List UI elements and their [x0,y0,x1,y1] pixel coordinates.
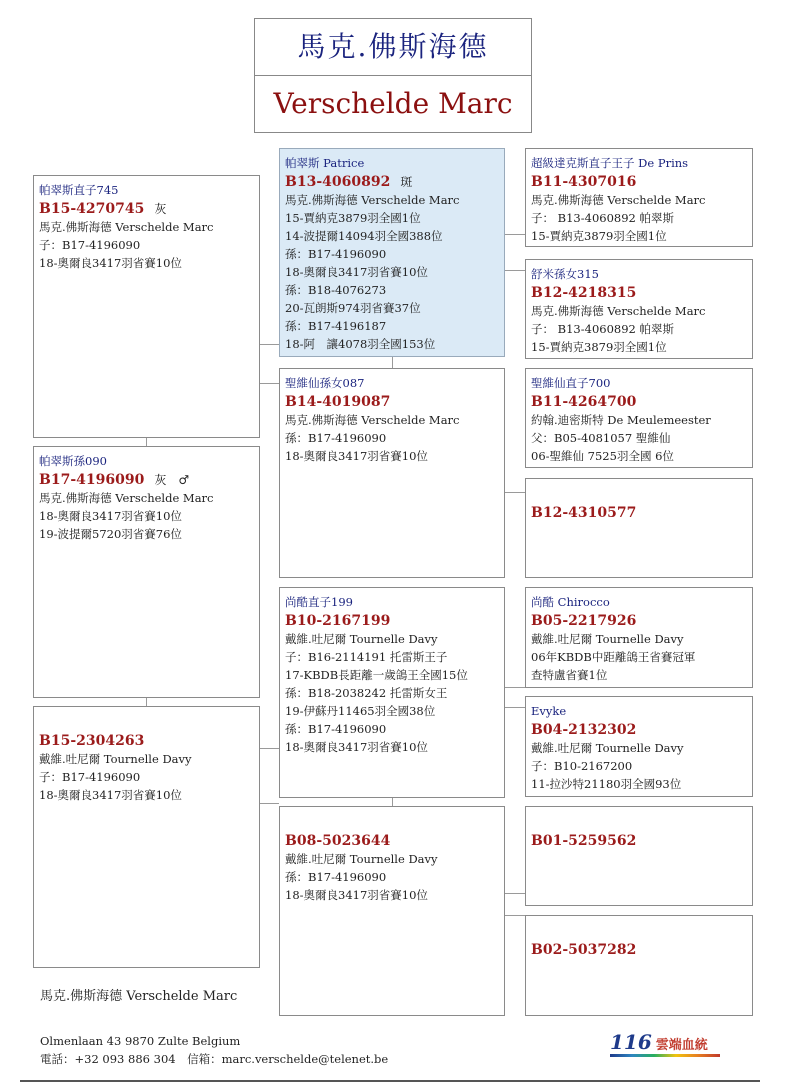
info-line: 20-瓦朗斯974羽省賽37位 [285,301,421,315]
owner-name-english: Verschelde Marc [273,87,513,120]
info-line: 父：B05-4081057 聖維仙 [531,431,671,445]
connector [504,492,525,493]
bird-color: 斑 [400,175,413,189]
info-line: 孫：B18-4076273 [285,283,387,297]
info-line: 子：B17-4196090 [39,770,141,784]
info-line: 06年KBDB中距離鴿王省賽冠軍 [531,650,696,664]
ring-number: B05-2217926 [531,613,637,629]
ring-number: B15-2304263 [39,733,145,749]
pedigree-card-g3-7 [525,806,753,906]
connector [146,697,147,706]
pedigree-card-g3-4 [525,478,753,578]
info-line: 17-KBDB長距離一歲鴿王全國15位 [285,668,468,682]
pedigree-card-sire-sire [279,148,505,357]
bird-color: 灰 ♂ [154,473,190,487]
bottom-rule [20,1080,760,1082]
bird-color: 灰 [154,202,167,216]
bird-name: 超級達克斯直子王子 De Prins [531,156,689,170]
pedigree-card-g3-1 [525,148,753,247]
pedigree-card-sire-dam [279,368,505,578]
ring-number: B01-5259562 [531,833,637,849]
pedigree-card-g3-6 [525,696,753,797]
address-line: Olmenlaan 43 9870 Zulte Belgium [40,1034,241,1048]
info-line: 孫：B17-4196090 [285,247,387,261]
info-line: 子： B13-4060892 帕翠斯 [531,211,674,225]
info-line: 馬克.佛斯海德 Verschelde Marc [285,193,460,207]
info-line: 18-奧爾良3417羽省賽10位 [285,265,428,279]
bird-name: 舒米孫女315 [531,267,599,281]
info-line: 孫：B17-4196090 [285,722,387,736]
connector [504,707,525,708]
connector [504,915,525,916]
bird-name: 尚酷 Chirocco [531,595,610,609]
pedigree-card-g3-8 [525,915,753,1016]
bird-name: Evyke [531,704,567,718]
connector [392,356,393,368]
pedigree-card-dam-sire [279,587,505,798]
info-line: 15-賈納克3879羽全國1位 [531,229,667,243]
contact-footer [40,1032,388,1068]
info-line: 子：B17-4196090 [39,238,141,252]
contact-line: 電話：+32 093 886 304 信箱：marc.verschelde@telenet.be [40,1052,389,1066]
info-line: 戴維.吐尼爾 Tournelle Davy [531,632,684,646]
connector [259,383,279,384]
info-line: 19-伊蘇丹11465羽全國38位 [285,704,436,718]
info-line: 馬克.佛斯海德 Verschelde Marc [531,193,706,207]
info-line: 查特盧省賽1位 [531,668,608,682]
ring-number: B10-2167199 [285,613,391,629]
info-line: 馬克.佛斯海德 Verschelde Marc [531,304,706,318]
bird-name: 聖維仙直子700 [531,376,611,390]
info-line: 子：B10-2167200 [531,759,633,773]
info-line: 11-拉沙特21180羽全國93位 [531,777,682,791]
connector [504,270,525,271]
pedigree-card-subject [33,175,260,438]
connector [259,748,279,749]
ring-number: B11-4264700 [531,394,637,410]
info-line: 孫：B17-4196090 [285,431,387,445]
info-line: 子：B16-2114191 托雷斯王子 [285,650,448,664]
ring-number: B15-4270745 [39,201,145,217]
connector [146,437,147,446]
info-line: 06-聖維仙 7525羽全國 6位 [531,449,674,463]
info-line: 18-阿 讓4078羽全國153位 [285,337,436,351]
ring-number: B12-4310577 [531,505,637,521]
info-line: 子： B13-4060892 帕翠斯 [531,322,674,336]
owner-name-chinese: 馬克.佛斯海德 [297,30,489,63]
info-line: 戴維.吐尼爾 Tournelle Davy [531,741,684,755]
pedigree-card-g3-3 [525,368,753,468]
cloud-pedigree-logo [610,1030,730,1058]
info-line: 孫：B18-2038242 托雷斯女王 [285,686,448,700]
bird-name: 帕翠斯孫090 [39,454,107,468]
bird-name: 帕翠斯直子745 [39,183,119,197]
info-line: 孫：B17-4196090 [285,870,387,884]
info-line: 馬克.佛斯海德 Verschelde Marc [39,491,214,505]
info-line: 18-奧爾良3417羽省賽10位 [39,788,182,802]
breeder-name: 馬克.佛斯海德 Verschelde Marc [40,989,238,1004]
connector [504,687,525,688]
logo-number: 116 [610,1030,652,1054]
info-line: 馬克.佛斯海德 Verschelde Marc [39,220,214,234]
pedigree-header [254,18,532,133]
pedigree-card-sire [33,446,260,698]
info-line: 15-賈納克3879羽全國1位 [531,340,667,354]
bird-name: 帕翠斯 Patrice [285,156,365,170]
connector [259,344,279,345]
info-line: 約翰.迪密斯特 De Meulemeester [531,413,711,427]
pedigree-card-dam-dam [279,806,505,1016]
connector [392,797,393,806]
info-line: 18-奧爾良3417羽省賽10位 [285,888,428,902]
logo-text: 雲端血統 [655,1038,708,1053]
info-line: 18-奧爾良3417羽省賽10位 [39,256,182,270]
pedigree-card-g3-2 [525,259,753,359]
connector [259,803,279,804]
ring-number: B13-4060892 [285,174,391,190]
ring-number: B04-2132302 [531,722,637,738]
connector [504,893,525,894]
bird-name: 聖維仙孫女087 [285,376,365,390]
ring-number: B11-4307016 [531,174,637,190]
pedigree-card-dam [33,706,260,968]
info-line: 18-奧爾良3417羽省賽10位 [285,449,428,463]
info-line: 14-波提爾14094羽全國388位 [285,229,443,243]
logo-underline [610,1054,720,1057]
ring-number: B17-4196090 [39,472,145,488]
info-line: 戴維.吐尼爾 Tournelle Davy [39,752,192,766]
ring-number: B12-4218315 [531,285,637,301]
pedigree-card-g3-5 [525,587,753,688]
info-line: 馬克.佛斯海德 Verschelde Marc [285,413,460,427]
ring-number: B08-5023644 [285,833,391,849]
ring-number: B14-4019087 [285,394,391,410]
bird-name: 尚酷直子199 [285,595,353,609]
info-line: 18-奧爾良3417羽省賽10位 [39,509,182,523]
info-line: 19-波提爾5720羽省賽76位 [39,527,182,541]
info-line: 戴維.吐尼爾 Tournelle Davy [285,632,438,646]
info-line: 15-賈納克3879羽全國1位 [285,211,421,225]
info-line: 18-奧爾良3417羽省賽10位 [285,740,428,754]
info-line: 孫：B17-4196187 [285,319,387,333]
ring-number: B02-5037282 [531,942,637,958]
info-line: 戴維.吐尼爾 Tournelle Davy [285,852,438,866]
connector [504,234,525,235]
